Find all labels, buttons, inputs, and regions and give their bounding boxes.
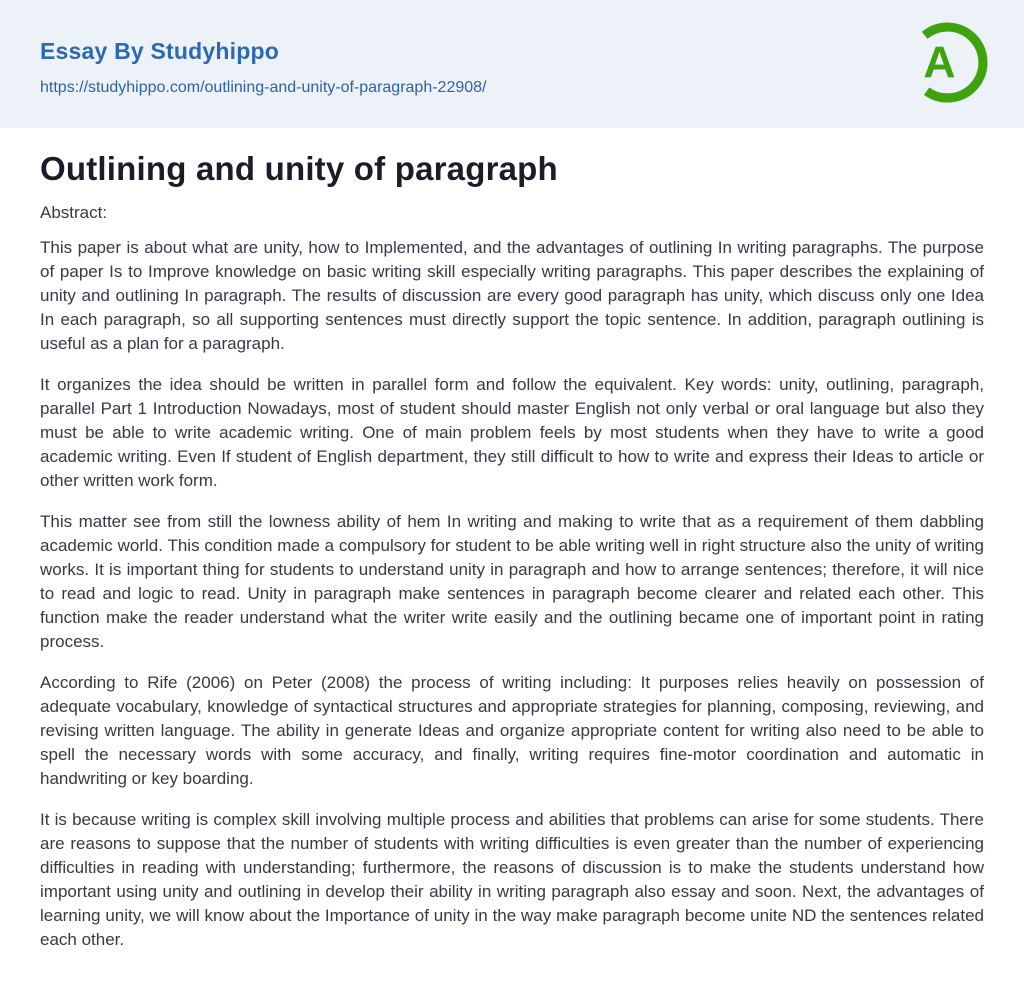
logo-letter: A xyxy=(923,38,956,88)
paragraph-2: It organizes the idea should be written in parallel form and follow the equivalent. Key words: unity, outlining, paragraph, parallel Part 1 Introduction Nowadays, most of student should master English not only verbal or oral language but also they must be able to write academic writing. One of main problem feels by most students when they have to write a good academic writing. Even If student of English department, they still difficult to how to write and express their Ideas to article or other written work form. xyxy=(40,375,984,490)
header-text-block xyxy=(40,32,487,97)
page-header xyxy=(0,0,1024,128)
paragraph-3: This matter see from still the lowness ability of hem In writing and making to write that as a requirement of them dabbling academic world. This condition made a compulsory for student to be able writing well in right structure also the unity of writing works. It is important thing for students to understand unity in paragraph and how to arrange sentences; therefore, it will nice to read and logic to read. Unity in paragraph make sentences in paragraph become clearer and related each other. This function make the reader understand what the writer write easily and the outlining became one of important point in rating process. xyxy=(40,512,984,651)
paragraph-4: According to Rife (2006) on Peter (2008) the process of writing including: It purposes relies heavily on possession of adequate vocabulary, knowledge of syntactical structures and appropriate strategies for planning, composing, reviewing, and revising written language. The ability in generate Ideas and organize appropriate content for writing also need to be able to spell the necessary words with some accuracy, and finally, writing requires fine-motor coordination and automatic in handwriting or key boarding. xyxy=(40,673,984,788)
document-url-link[interactable]: https://studyhippo.com/outlining-and-unity-of-paragraph-22908/ xyxy=(40,78,487,96)
site-title: Essay By Studyhippo xyxy=(40,37,279,64)
article-body xyxy=(0,128,1024,952)
studyhippo-logo-icon xyxy=(905,20,990,105)
paragraph-1: This paper is about what are unity, how to Implemented, and the advantages of outlining In writing paragraphs. The purpose of paper Is to Improve knowledge on basic writing skill especially writing paragraphs. This paper describes the explaining of unity and outlining In paragraph. The results of discussion are every good paragraph has unity, which discuss only one Idea In each paragraph, so all supporting sentences must directly support the topic sentence. In addition, paragraph outlining is useful as a plan for a paragraph. xyxy=(40,238,984,353)
paragraph-5: It is because writing is complex skill involving multiple process and abilities that problems can arise for some students. There are reasons to suppose that the number of students with writing difficulties is even greater than the number of experiencing difficulties in reading with understanding; furthermore, the reasons of discussion is to make the students understand how important using unity and outlining in develop their ability in writing paragraph also essay and soon. Next, the advantages of learning unity, we will know about the Importance of unity in the way make paragraph become unite ND the sentences related each other. xyxy=(40,810,984,949)
article-title: Outlining and unity of paragraph xyxy=(40,150,558,187)
abstract-label: Abstract: xyxy=(40,203,108,222)
